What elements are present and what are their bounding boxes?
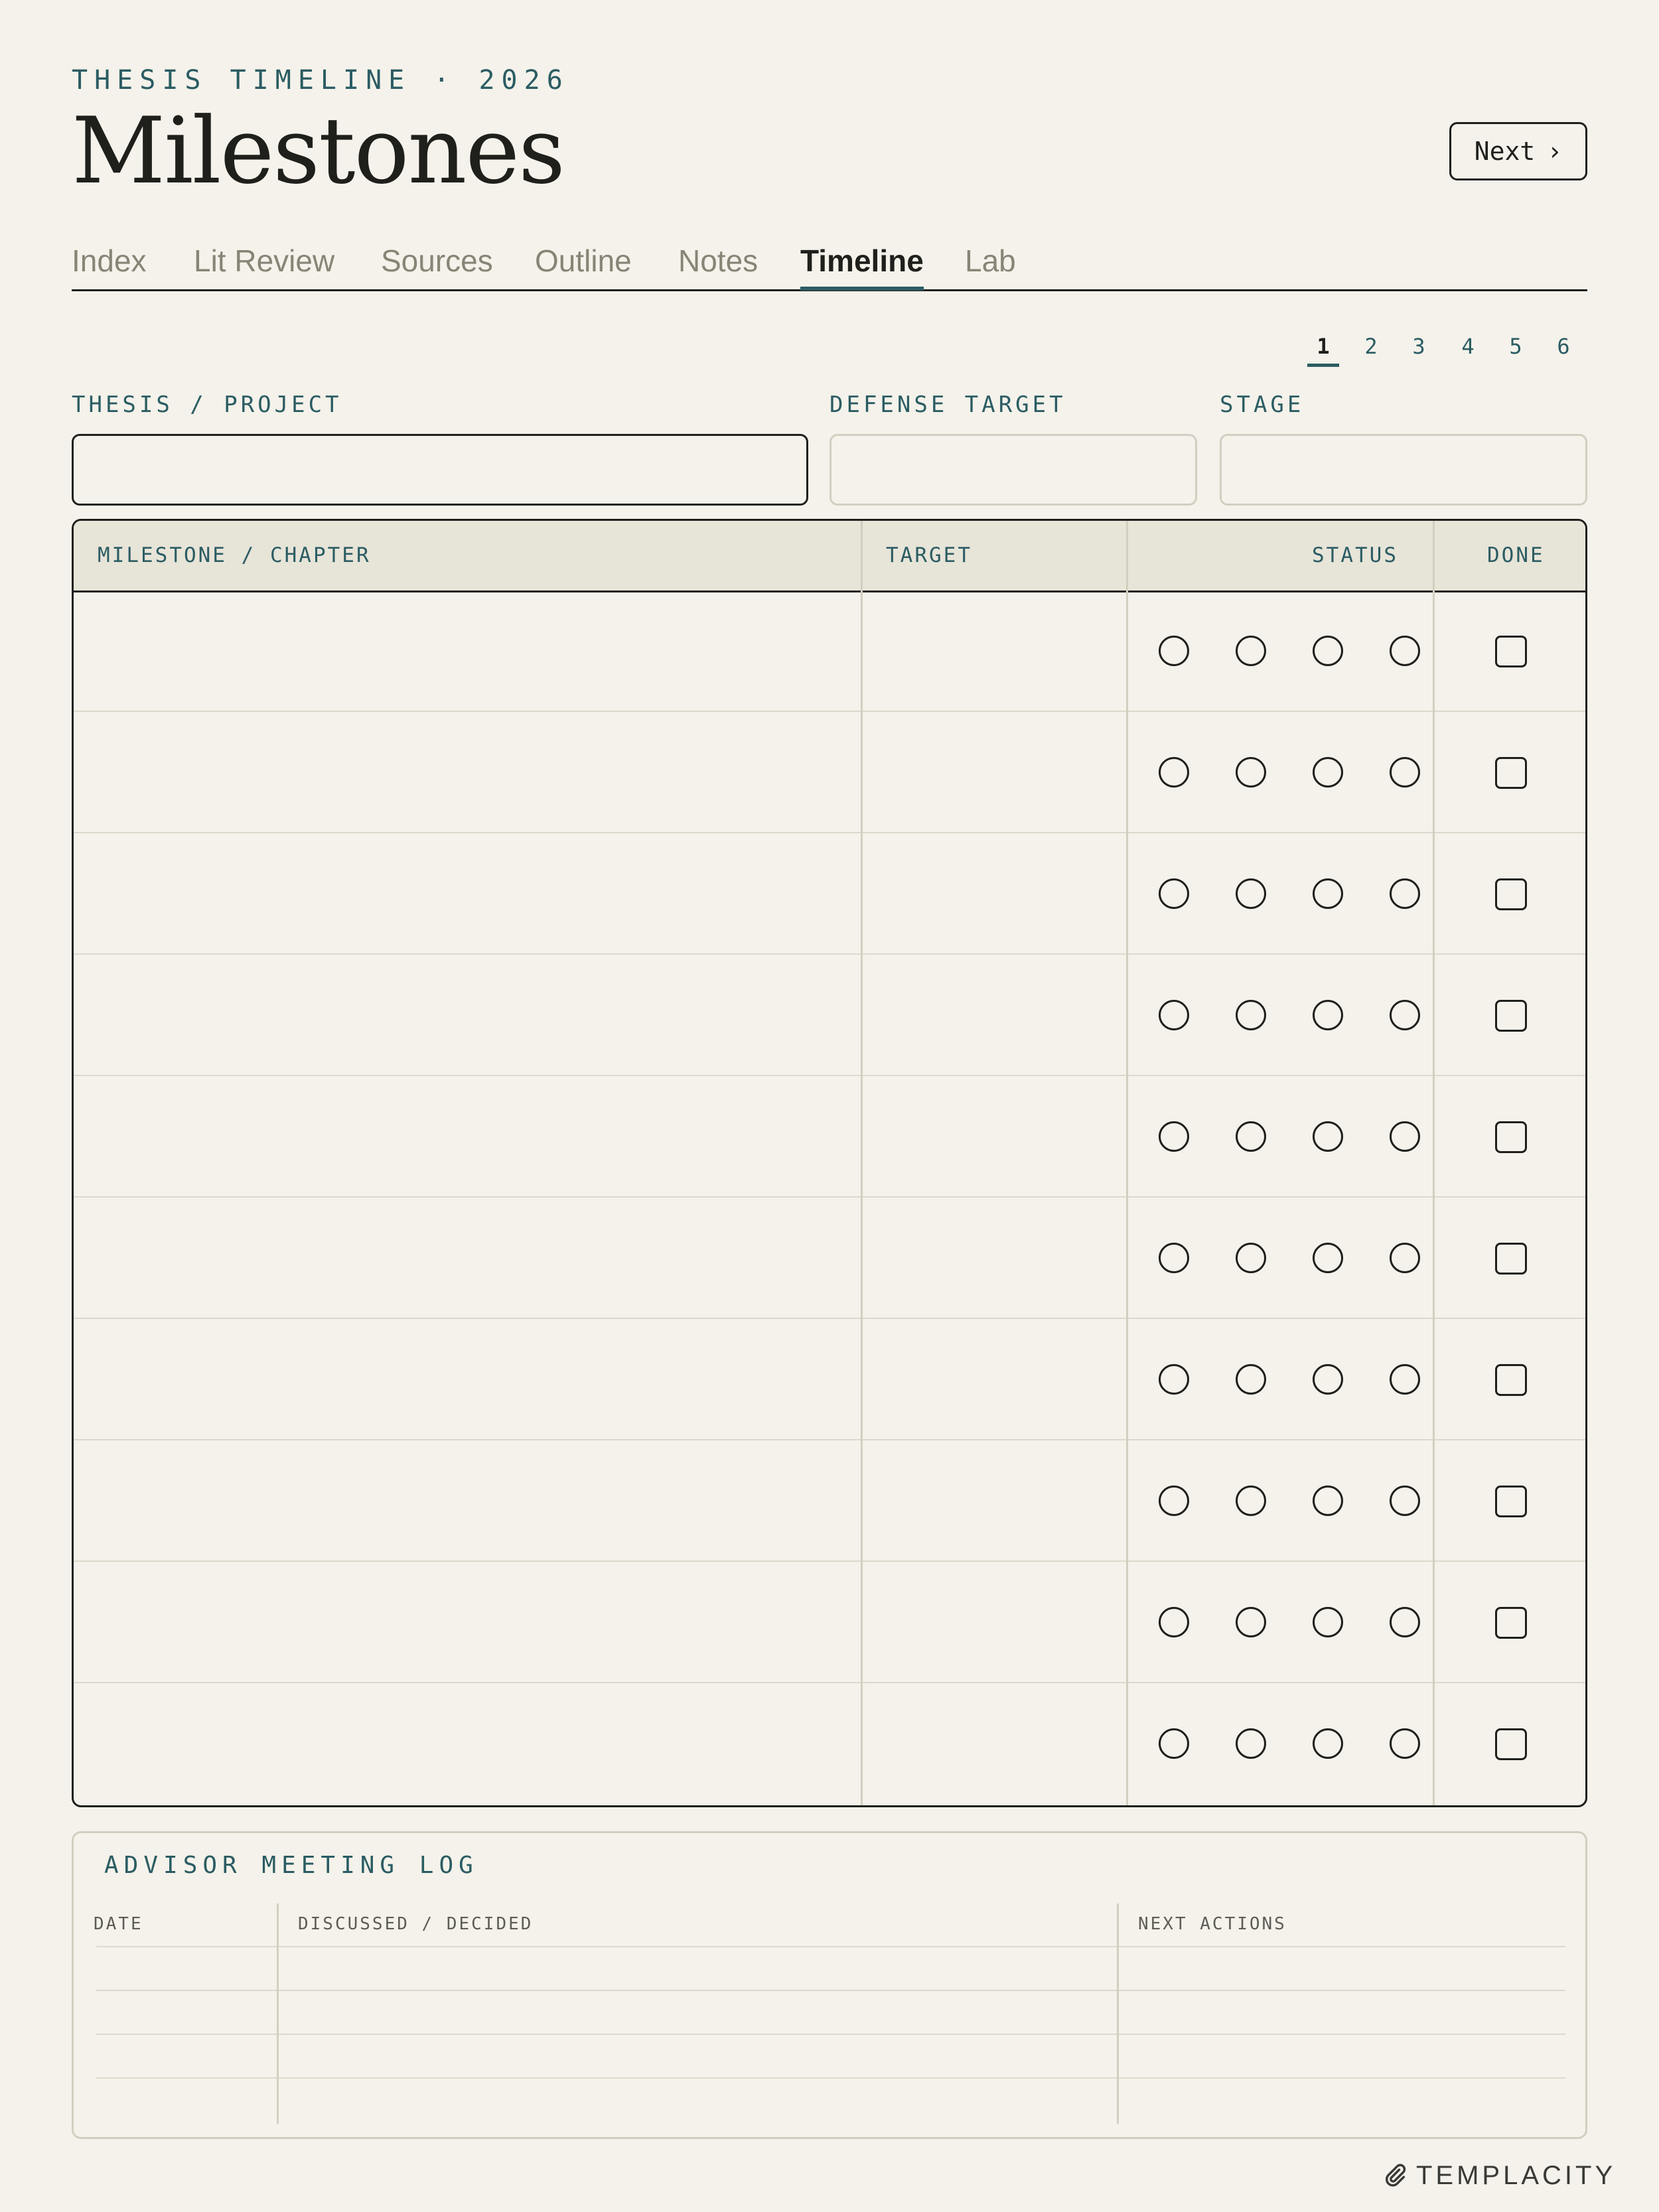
stage-label: STAGE [1220,391,1305,418]
milestone-table [72,519,1587,1807]
milestone-cell[interactable] [74,1076,861,1196]
done-checkbox[interactable] [1495,1728,1527,1760]
status-radio-2[interactable] [1236,1728,1266,1759]
status-radio-3[interactable] [1313,1364,1343,1395]
status-radio-2[interactable] [1236,1486,1266,1516]
tab-notes[interactable]: Notes [678,243,758,278]
tab-bar [72,239,1587,291]
target-cell[interactable] [863,955,1126,1075]
tab-lab[interactable]: Lab [965,243,1016,278]
page-link-4[interactable]: 4 [1461,334,1475,359]
defense-target-label: DEFENSE TARGET [830,391,1066,418]
status-radio-2[interactable] [1236,1243,1266,1273]
col-milestone-header: MILESTONE / CHAPTER [98,543,371,567]
status-radio-1[interactable] [1159,636,1189,666]
page-pager [1301,329,1587,369]
table-row [74,590,1585,712]
advisor-meeting-log [72,1831,1587,2139]
status-radio-3[interactable] [1313,878,1343,909]
status-radio-4[interactable] [1390,1364,1420,1395]
status-radio-4[interactable] [1390,1607,1420,1637]
status-radio-1[interactable] [1159,1364,1189,1395]
tab-lit-review[interactable]: Lit Review [194,243,335,278]
log-title: ADVISOR MEETING LOG [104,1852,478,1879]
log-ruled-line [96,1946,1565,1947]
log-discussed-header: DISCUSSED / DECIDED [298,1914,534,1934]
status-radio-4[interactable] [1390,1486,1420,1516]
table-row [74,712,1585,833]
milestone-cell[interactable] [74,712,861,832]
paperclip-icon [1383,2163,1408,2188]
column-divider [861,521,863,1805]
brand-name: TEMPLACITY [1416,2160,1617,2190]
milestone-cell[interactable] [74,955,861,1075]
status-radio-4[interactable] [1390,878,1420,909]
column-divider [1433,521,1435,1805]
status-radio-4[interactable] [1390,1121,1420,1152]
status-radio-3[interactable] [1313,636,1343,666]
table-row [74,833,1585,955]
done-checkbox[interactable] [1495,878,1527,910]
table-row [74,955,1585,1076]
milestone-cell[interactable] [74,1683,861,1805]
status-radio-4[interactable] [1390,757,1420,788]
defense-target-field[interactable] [830,434,1197,506]
col-done-header: DONE [1487,543,1545,567]
tab-timeline[interactable]: Timeline [800,239,924,289]
page-link-2[interactable]: 2 [1364,334,1378,359]
status-radio-1[interactable] [1159,757,1189,788]
status-radio-4[interactable] [1390,1000,1420,1030]
page-link-6[interactable]: 6 [1557,334,1570,359]
status-radio-1[interactable] [1159,1607,1189,1637]
stage-field[interactable] [1220,434,1587,506]
page-title: Milestones [72,98,564,204]
log-column-divider [277,1903,279,2124]
status-radio-1[interactable] [1159,1243,1189,1273]
tab-sources[interactable]: Sources [381,243,493,278]
target-cell[interactable] [863,590,1126,711]
status-radio-3[interactable] [1313,1607,1343,1637]
status-radio-4[interactable] [1390,1243,1420,1273]
done-checkbox[interactable] [1495,1000,1527,1032]
target-cell[interactable] [863,833,1126,953]
table-row [74,1198,1585,1319]
table-row [74,1319,1585,1440]
log-ruled-line [96,2077,1565,2079]
table-row [74,1440,1585,1562]
brand-logo [1383,2159,1616,2192]
milestone-cell[interactable] [74,833,861,953]
log-date-header: DATE [94,1914,143,1934]
status-radio-3[interactable] [1313,1243,1343,1273]
target-cell[interactable] [863,1440,1126,1560]
status-radio-2[interactable] [1236,1364,1266,1395]
table-header [74,521,1585,592]
target-cell[interactable] [863,1076,1126,1196]
table-row [74,1562,1585,1683]
done-checkbox[interactable] [1495,1486,1527,1517]
log-column-divider [1117,1903,1119,2124]
log-ruled-line [96,1990,1565,1991]
status-radio-1[interactable] [1159,1486,1189,1516]
page-link-1[interactable]: 1 [1307,329,1339,367]
col-status-header: STATUS [1312,543,1398,567]
done-checkbox[interactable] [1495,1243,1527,1275]
status-radio-2[interactable] [1236,878,1266,909]
milestone-cell[interactable] [74,1198,861,1318]
done-checkbox[interactable] [1495,1121,1527,1153]
project-label: THESIS / PROJECT [72,391,342,418]
next-button-label: Next [1474,137,1536,166]
status-radio-1[interactable] [1159,1728,1189,1759]
table-row [74,1683,1585,1805]
status-radio-2[interactable] [1236,1000,1266,1030]
status-radio-4[interactable] [1390,1728,1420,1759]
status-radio-2[interactable] [1236,1121,1266,1152]
status-radio-2[interactable] [1236,1607,1266,1637]
done-checkbox[interactable] [1495,1364,1527,1396]
target-cell[interactable] [863,1319,1126,1439]
done-checkbox[interactable] [1495,636,1527,667]
status-radio-3[interactable] [1313,1486,1343,1516]
log-next-actions-header: NEXT ACTIONS [1138,1914,1287,1934]
column-divider [1126,521,1128,1805]
next-button[interactable] [1449,122,1587,180]
status-radio-1[interactable] [1159,878,1189,909]
status-radio-2[interactable] [1236,757,1266,788]
chevron-right-icon: › [1547,137,1563,166]
milestone-cell[interactable] [74,590,861,711]
done-checkbox[interactable] [1495,757,1527,789]
target-cell[interactable] [863,1562,1126,1682]
status-radio-1[interactable] [1159,1121,1189,1152]
page-link-5[interactable]: 5 [1509,334,1522,359]
tab-outline[interactable]: Outline [535,243,632,278]
status-radio-1[interactable] [1159,1000,1189,1030]
log-ruled-line [96,2034,1565,2035]
status-radio-3[interactable] [1313,1121,1343,1152]
tab-index[interactable]: Index [72,243,147,278]
target-cell[interactable] [863,712,1126,832]
milestone-cell[interactable] [74,1319,861,1439]
status-radio-2[interactable] [1236,636,1266,666]
target-cell[interactable] [863,1683,1126,1805]
done-checkbox[interactable] [1495,1607,1527,1639]
page-link-3[interactable]: 3 [1412,334,1425,359]
status-radio-3[interactable] [1313,1728,1343,1759]
target-cell[interactable] [863,1198,1126,1318]
project-field[interactable] [72,434,808,506]
status-radio-4[interactable] [1390,636,1420,666]
milestone-cell[interactable] [74,1562,861,1682]
col-target-header: TARGET [886,543,972,567]
milestone-cell[interactable] [74,1440,861,1560]
status-radio-3[interactable] [1313,757,1343,788]
page-eyebrow: THESIS TIMELINE · 2026 [72,65,569,96]
table-row [74,1076,1585,1198]
status-radio-3[interactable] [1313,1000,1343,1030]
